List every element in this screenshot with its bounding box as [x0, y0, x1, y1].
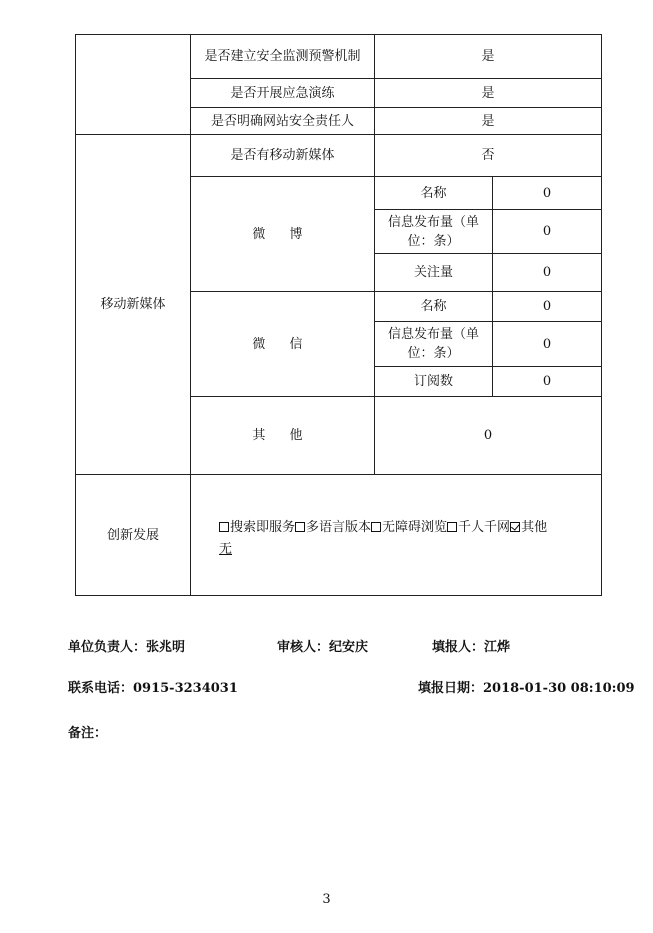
- reviewer: 审核人：纪安庆: [277, 640, 369, 655]
- innovation-section-label: 创新发展: [75, 474, 191, 596]
- weibo-followers-label: 关注量: [374, 253, 493, 292]
- fill-date: 填报日期：2018-01-30 08:10:09: [418, 681, 635, 696]
- option-multilingual: 多语言版本: [306, 520, 372, 535]
- other-media-label: 其 他: [190, 396, 375, 475]
- row-value-security-owner: 是: [374, 107, 602, 135]
- unit-head: 单位负责人：张兆明: [68, 640, 186, 655]
- innovation-other-text-line: [219, 539, 547, 561]
- option-personalized: 千人千网: [458, 520, 511, 535]
- weibo-posts-label: 信息发布量（单位：条）: [374, 209, 493, 254]
- checkbox-other[interactable]: [510, 522, 520, 532]
- checkbox-personalized[interactable]: [447, 522, 457, 532]
- weibo-label: 微 博: [190, 176, 375, 292]
- weixin-subscribers-label: 订阅数: [374, 366, 493, 397]
- option-other: 其他: [521, 520, 548, 535]
- checkbox-search-service[interactable]: [219, 522, 229, 532]
- weixin-name-value: 0: [492, 291, 602, 322]
- row-label-monitoring: 是否建立安全监测预警机制: [190, 34, 375, 79]
- checkbox-multilingual[interactable]: [295, 522, 305, 532]
- weibo-followers-value: 0: [492, 253, 602, 292]
- weibo-name-value: 0: [492, 176, 602, 210]
- weixin-name-label: 名称: [374, 291, 493, 322]
- report-table: [75, 34, 602, 596]
- weixin-posts-value: 0: [492, 321, 602, 367]
- checkbox-accessibility[interactable]: [371, 522, 381, 532]
- weixin-subscribers-value: 0: [492, 366, 602, 397]
- mobile-section-label: 移动新媒体: [75, 134, 191, 475]
- left-blank-cell: [75, 34, 191, 135]
- page-number: 3: [322, 892, 331, 907]
- contact-phone: 联系电话：0915-3234031: [68, 681, 238, 696]
- row-label-drill: 是否开展应急演练: [190, 78, 375, 108]
- option-accessibility: 无障碍浏览: [382, 520, 448, 535]
- innovation-checkbox-line: [219, 517, 547, 539]
- row-value-drill: 是: [374, 78, 602, 108]
- weixin-posts-label: 信息发布量（单位：条）: [374, 321, 493, 367]
- innovation-options: [219, 517, 547, 561]
- remarks-label: 备注：: [68, 726, 108, 741]
- other-media-value: 0: [374, 396, 602, 475]
- innovation-other-text: 无: [219, 542, 233, 557]
- row-label-security-owner: 是否明确网站安全责任人: [190, 107, 375, 135]
- row-value-monitoring: 是: [374, 34, 602, 79]
- innovation-options-cell: [190, 474, 602, 596]
- weibo-name-label: 名称: [374, 176, 493, 210]
- weibo-posts-value: 0: [492, 209, 602, 254]
- option-search-service: 搜索即服务: [230, 520, 296, 535]
- has-new-media-label: 是否有移动新媒体: [190, 134, 375, 177]
- weixin-label: 微 信: [190, 291, 375, 397]
- has-new-media-value: 否: [374, 134, 602, 177]
- filler: 填报人：江烨: [432, 640, 511, 655]
